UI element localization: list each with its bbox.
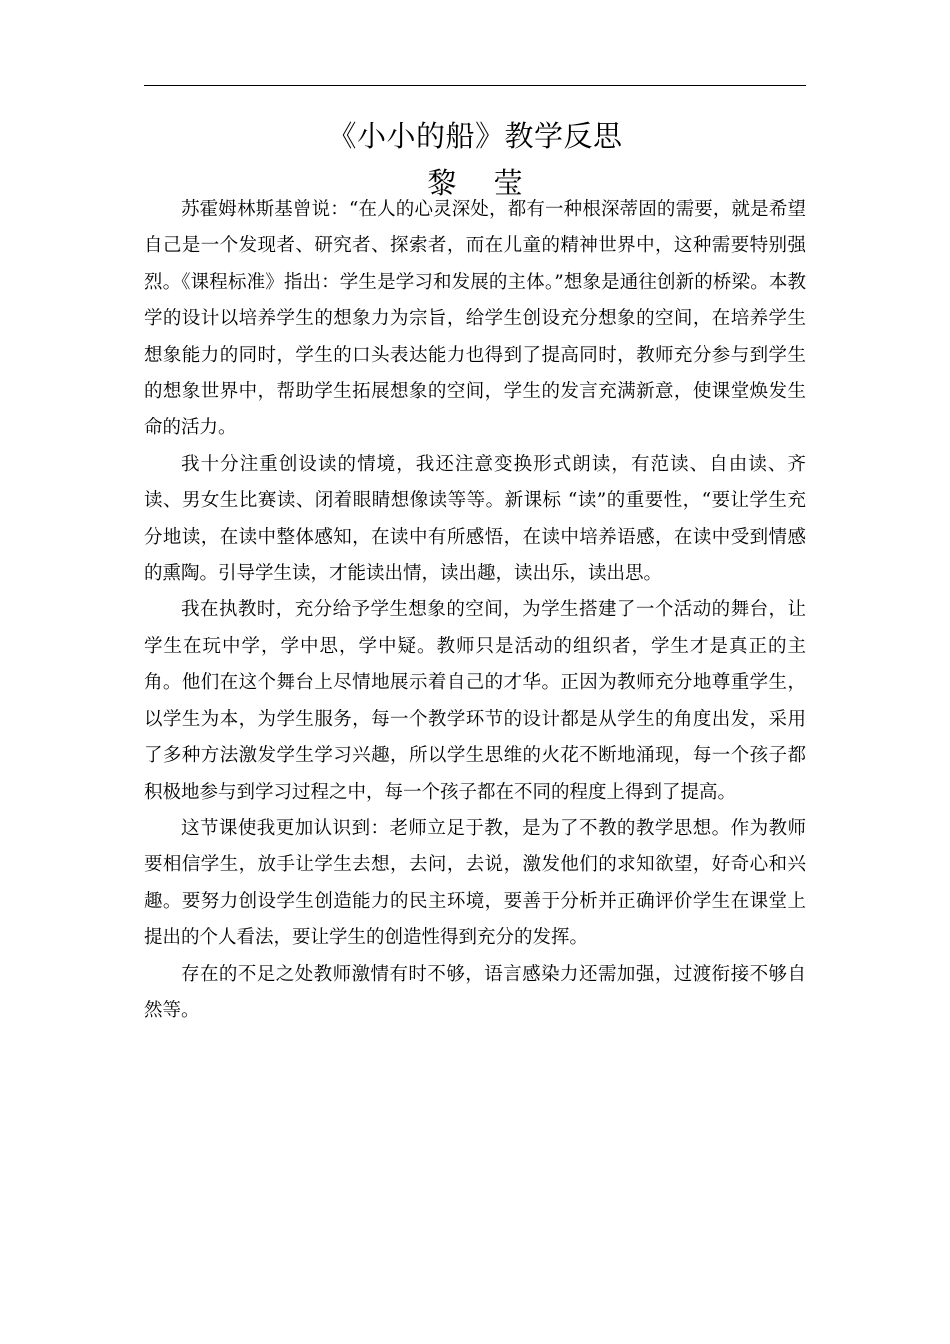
paragraph-1: 苏霍姆林斯基曾说：“在人的心灵深处，都有一种根深蒂固的需要，就是希望自己是一个发现者、研究者、探索者，而在儿童的精神世界中，这种需要特别强烈。《课程标准》指出：学生是学习和发展的主体。”想象是通往创新的桥梁。本教学的设计以培养学生的想象力为宗旨，给学生创设充分想象的空间，在培养学生想象能力的同时，学生的口头表达能力也得到了提高同时，教师充分参与到学生的想象世界中，帮助学生拓展想象的空间，学生的发言充满新意，使课堂焕发生命的活力。 bbox=[144, 199, 806, 439]
header-rule bbox=[144, 85, 806, 86]
paragraph-4: 这节课使我更加认识到：老师立足于教，是为了不教的教学思想。作为教师要相信学生，放手让学生去想，去问，去说，激发他们的求知欲望，好奇心和兴趣。要努力创设学生创造能力的民主环境，要善于分析并正确评价学生在课堂上提出的个人看法，要让学生的创造性得到充分的发挥。 bbox=[144, 817, 806, 949]
document-title: 《小小的船》教学反思 bbox=[327, 119, 623, 153]
paragraph-2: 我十分注重创设读的情境，我还注意变换形式朗读，有范读、自由读、齐读、男女生比赛读、闭着眼睛想像读等等。新课标 “读”的重要性，“要让学生充分地读，在读中整体感知，在读中有所感悟，在读中培养语感，在读中受到情感的熏陶。引导学生读，才能读出情，读出趣，读出乐，读出思。 bbox=[144, 453, 806, 585]
paragraph-3: 我在执教时，充分给予学生想象的空间，为学生搭建了一个活动的舞台，让学生在玩中学，学中思，学中疑。教师只是活动的组织者，学生才是真正的主角。他们在这个舞台上尽情地展示着自己的才华。正因为教师充分地尊重学生，以学生为本，为学生服务，每一个教学环节的设计都是从学生的角度出发，采用了多种方法激发学生学习兴趣，所以学生思维的火花不断地涌现，每一个孩子都积极地参与到学习过程之中，每一个孩子都在不同的程度上得到了提高。 bbox=[144, 599, 806, 803]
paragraph-5: 存在的不足之处教师激情有时不够，语言感染力还需加强，过渡衔接不够自然等。 bbox=[144, 963, 806, 1021]
document-body bbox=[144, 192, 806, 1029]
document-author: 黎 莹 bbox=[427, 166, 537, 200]
